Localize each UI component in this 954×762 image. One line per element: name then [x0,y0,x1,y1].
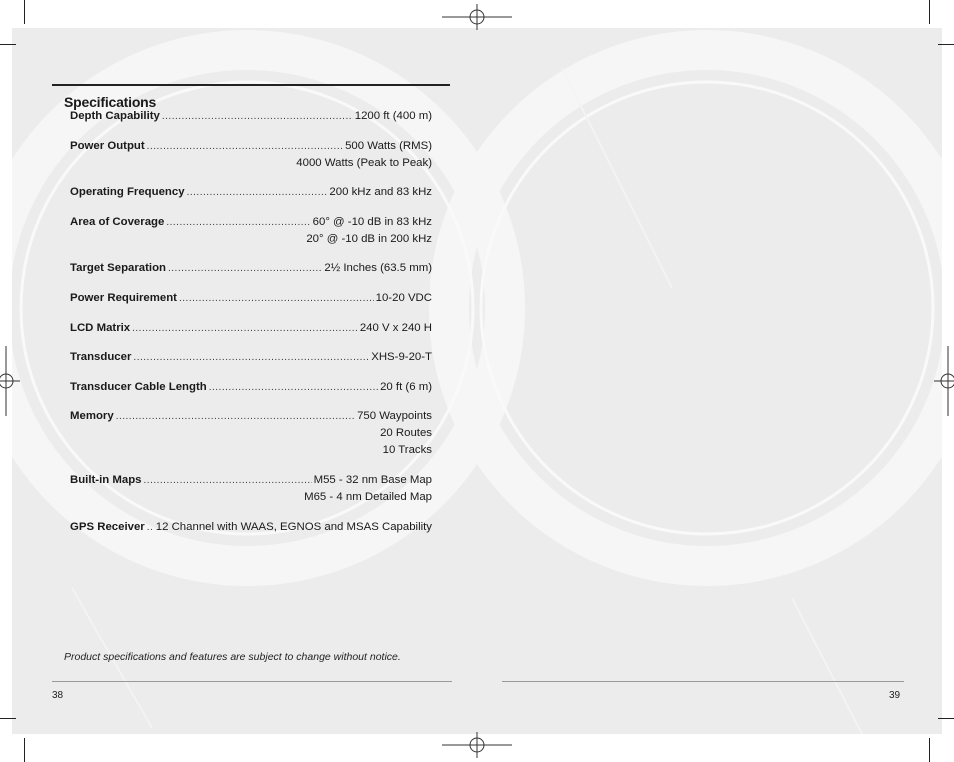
dot-leader [166,214,310,231]
spec-line [70,214,432,231]
dot-leader [187,184,328,201]
dot-leader [144,472,312,489]
spec-value: 10-20 VDC [375,291,432,304]
spec-label: Transducer [70,351,132,364]
spec-value-extra: M65 - 4 nm Detailed Map [304,490,432,503]
spec-value-extra: 10 Tracks [382,444,432,457]
dot-leader [147,519,154,536]
footer-rule-right [502,681,904,682]
spec-item [70,184,432,201]
spec-line [70,472,432,489]
spec-item [70,349,432,366]
spec-label: Memory [70,410,114,423]
spec-value-extra: 20 Routes [380,427,432,440]
dot-leader [168,260,322,277]
spec-value: 1200 ft (400 m) [354,110,432,122]
spec-line [70,408,432,425]
spec-value: 2½ Inches (63.5 mm) [324,262,432,275]
spec-line [70,184,432,201]
spec-list [70,108,432,548]
dot-leader [147,138,343,155]
dot-leader [116,408,355,425]
spec-value: 500 Watts (RMS) [345,139,432,152]
spec-item [70,320,432,337]
spec-value: 240 V x 240 H [359,321,432,334]
spec-value: 60° @ -10 dB in 83 kHz [312,215,432,228]
spec-item [70,214,432,248]
spec-item [70,260,432,277]
spec-item [70,472,432,506]
spec-item [70,290,432,307]
spec-label: Target Separation [70,262,166,275]
spec-item [70,408,432,459]
spec-value: 750 Waypoints [357,410,432,423]
spec-line [70,138,432,155]
disclaimer: Product specifications and features are subject to change without notice. [64,651,401,663]
page-number-right: 39 [889,690,901,701]
spec-line [70,519,432,536]
title-rule [52,84,450,86]
spec-label: Transducer Cable Length [70,380,207,393]
dot-leader [133,349,369,366]
page-title: Specifications [64,94,157,110]
spec-value: 12 Channel with WAAS, EGNOS and MSAS Capability [155,520,432,533]
spec-label: Depth Capability [70,110,160,122]
spec-label: Built-in Maps [70,473,142,486]
spec-line [70,260,432,277]
spec-label: GPS Receiver [70,520,145,533]
spec-label: Power Output [70,139,145,152]
spec-item [70,379,432,396]
page-number-left: 38 [52,690,64,701]
spec-value: 20 ft (6 m) [380,380,432,393]
spec-label: LCD Matrix [70,321,131,334]
spec-line [70,108,432,125]
spec-value-extra: 4000 Watts (Peak to Peak) [296,156,432,169]
dot-leader [162,108,353,125]
spec-item [70,519,432,536]
spec-item [70,108,432,125]
spec-label: Operating Frequency [70,186,185,199]
spec-line [70,349,432,366]
dot-leader [179,290,374,307]
dot-leader [209,379,378,396]
spec-value: XHS-9-20-T [371,351,432,364]
spec-line [70,379,432,396]
spec-value-extra: 20° @ -10 dB in 200 kHz [306,232,432,245]
spec-value: M55 - 32 nm Base Map [313,473,432,486]
spec-label: Area of Coverage [70,215,165,228]
dot-leader [132,320,358,337]
spec-label: Power Requirement [70,291,177,304]
spec-line [70,320,432,337]
spec-item [70,138,432,172]
spec-value: 200 kHz and 83 kHz [329,186,432,199]
spec-line [70,290,432,307]
footer-rule-left [52,681,452,682]
